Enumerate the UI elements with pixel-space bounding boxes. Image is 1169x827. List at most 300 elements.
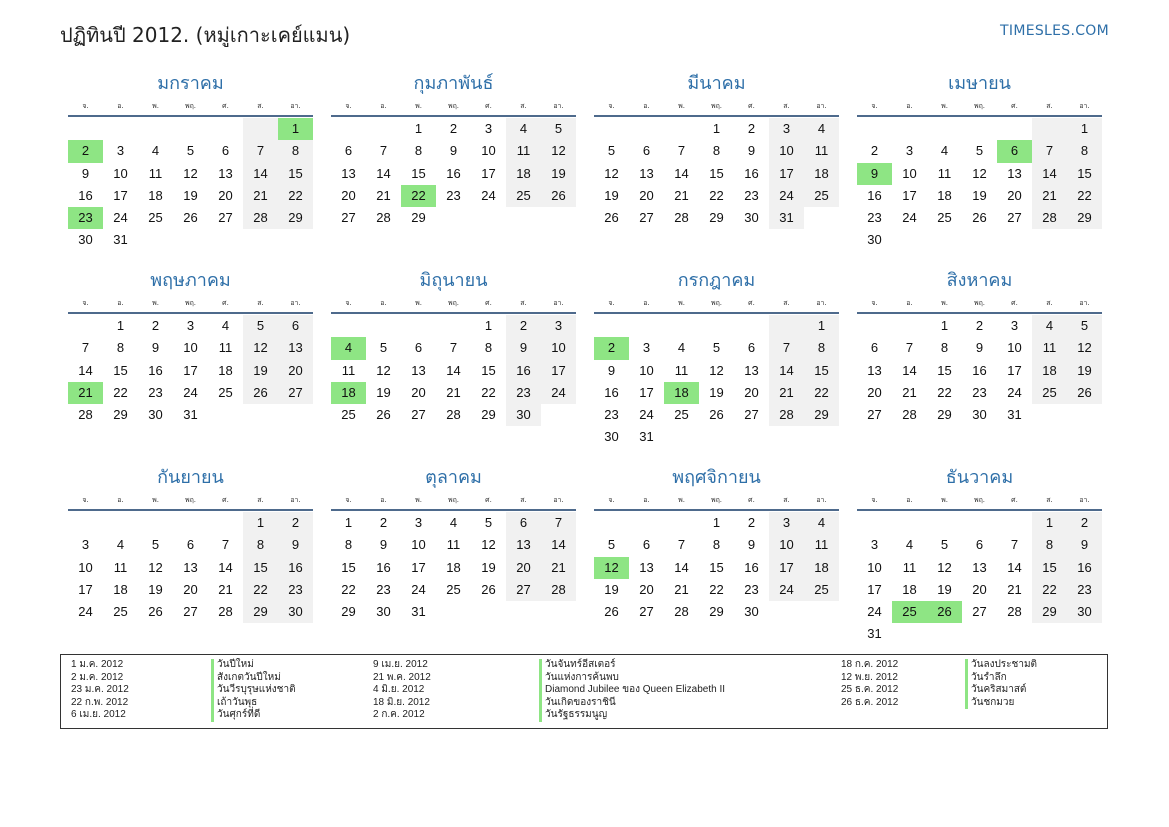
- day-cell[interactable]: 29: [1067, 207, 1102, 229]
- day-cell[interactable]: 11: [148, 165, 163, 181]
- day-cell[interactable]: 15: [709, 559, 724, 575]
- day-cell[interactable]: 15: [481, 362, 496, 378]
- day-cell[interactable]: 23: [604, 407, 619, 423]
- day-cell[interactable]: 12: [972, 165, 987, 181]
- day-cell[interactable]: 16: [446, 165, 461, 181]
- day-cell[interactable]: 17: [183, 362, 198, 378]
- day-cell[interactable]: 12: [1067, 337, 1102, 359]
- day-cell-holiday[interactable]: 4: [331, 337, 366, 359]
- day-cell[interactable]: 7: [243, 140, 278, 162]
- day-cell[interactable]: 5: [712, 340, 721, 356]
- day-cell[interactable]: 22: [709, 187, 724, 203]
- day-cell[interactable]: 14: [674, 559, 689, 575]
- day-cell[interactable]: 17: [541, 360, 576, 382]
- day-cell[interactable]: 28: [902, 407, 917, 423]
- day-cell-holiday[interactable]: 18: [664, 382, 699, 404]
- day-cell[interactable]: 8: [278, 140, 313, 162]
- day-cell[interactable]: 3: [905, 143, 914, 159]
- day-cell[interactable]: 3: [769, 118, 804, 140]
- day-cell[interactable]: 17: [639, 384, 654, 400]
- day-cell[interactable]: 21: [541, 557, 576, 579]
- day-cell[interactable]: 26: [604, 210, 619, 226]
- day-cell[interactable]: 31: [867, 626, 882, 642]
- day-cell[interactable]: 8: [712, 143, 721, 159]
- day-cell[interactable]: 3: [769, 512, 804, 534]
- day-cell[interactable]: 6: [344, 143, 353, 159]
- day-cell[interactable]: 24: [78, 604, 93, 620]
- day-cell[interactable]: 7: [221, 537, 230, 553]
- day-cell[interactable]: 25: [148, 210, 163, 226]
- day-cell[interactable]: 21: [376, 187, 391, 203]
- day-cell[interactable]: 24: [183, 384, 198, 400]
- day-cell[interactable]: 21: [1007, 581, 1022, 597]
- day-cell[interactable]: 26: [376, 407, 391, 423]
- day-cell[interactable]: 17: [411, 559, 426, 575]
- day-cell[interactable]: 19: [481, 559, 496, 575]
- day-cell[interactable]: 15: [113, 362, 128, 378]
- day-cell[interactable]: 13: [411, 362, 426, 378]
- day-cell[interactable]: 6: [747, 340, 756, 356]
- day-cell[interactable]: 5: [975, 143, 984, 159]
- day-cell[interactable]: 29: [278, 207, 313, 229]
- day-cell[interactable]: 3: [186, 318, 195, 333]
- day-cell[interactable]: 19: [183, 187, 198, 203]
- day-cell[interactable]: 10: [902, 165, 917, 181]
- day-cell[interactable]: 17: [902, 187, 917, 203]
- day-cell[interactable]: 16: [78, 187, 93, 203]
- day-cell[interactable]: 14: [1032, 163, 1067, 185]
- day-cell[interactable]: 1: [243, 512, 278, 534]
- day-cell[interactable]: 16: [376, 559, 391, 575]
- day-cell[interactable]: 20: [218, 187, 233, 203]
- day-cell[interactable]: 4: [506, 118, 541, 140]
- day-cell[interactable]: 6: [221, 143, 230, 159]
- day-cell[interactable]: 16: [867, 187, 882, 203]
- day-cell[interactable]: 6: [642, 537, 651, 553]
- day-cell[interactable]: 18: [148, 187, 163, 203]
- day-cell[interactable]: 9: [506, 337, 541, 359]
- day-cell[interactable]: 25: [804, 185, 839, 207]
- day-cell[interactable]: 24: [113, 210, 128, 226]
- day-cell[interactable]: 30: [506, 404, 541, 426]
- day-cell[interactable]: 22: [804, 382, 839, 404]
- day-cell[interactable]: 4: [116, 537, 125, 553]
- day-cell[interactable]: 31: [769, 207, 804, 229]
- day-cell[interactable]: 19: [243, 360, 278, 382]
- day-cell-holiday[interactable]: 6: [997, 140, 1032, 162]
- day-cell[interactable]: 4: [905, 537, 914, 553]
- day-cell[interactable]: 24: [639, 407, 654, 423]
- day-cell[interactable]: 15: [278, 163, 313, 185]
- day-cell[interactable]: 23: [446, 187, 461, 203]
- day-cell[interactable]: 10: [481, 143, 496, 159]
- day-cell[interactable]: 29: [341, 604, 356, 620]
- day-cell[interactable]: 15: [1032, 557, 1067, 579]
- day-cell[interactable]: 21: [1032, 185, 1067, 207]
- day-cell-holiday[interactable]: 26: [927, 601, 962, 623]
- day-cell[interactable]: 10: [769, 140, 804, 162]
- day-cell[interactable]: 12: [709, 362, 724, 378]
- day-cell[interactable]: 19: [709, 384, 724, 400]
- day-cell[interactable]: 8: [1067, 140, 1102, 162]
- day-cell[interactable]: 15: [709, 165, 724, 181]
- day-cell[interactable]: 5: [484, 515, 493, 530]
- day-cell[interactable]: 16: [1067, 557, 1102, 579]
- day-cell[interactable]: 20: [278, 360, 313, 382]
- day-cell[interactable]: 13: [183, 559, 198, 575]
- day-cell[interactable]: 15: [804, 360, 839, 382]
- day-cell[interactable]: 19: [541, 163, 576, 185]
- day-cell[interactable]: 8: [940, 340, 949, 356]
- day-cell[interactable]: 2: [975, 318, 984, 333]
- day-cell[interactable]: 11: [674, 362, 689, 378]
- day-cell[interactable]: 3: [1010, 318, 1019, 333]
- day-cell[interactable]: 10: [541, 337, 576, 359]
- day-cell[interactable]: 19: [148, 581, 163, 597]
- day-cell[interactable]: 9: [81, 165, 90, 181]
- day-cell[interactable]: 9: [975, 340, 984, 356]
- day-cell[interactable]: 10: [183, 340, 198, 356]
- day-cell[interactable]: 31: [411, 604, 426, 620]
- day-cell[interactable]: 13: [278, 337, 313, 359]
- day-cell-holiday[interactable]: 18: [331, 382, 366, 404]
- day-cell[interactable]: 6: [414, 340, 423, 356]
- day-cell[interactable]: 11: [804, 140, 839, 162]
- day-cell[interactable]: 14: [78, 362, 93, 378]
- day-cell[interactable]: 29: [113, 407, 128, 423]
- day-cell[interactable]: 13: [1007, 165, 1022, 181]
- day-cell[interactable]: 25: [804, 579, 839, 601]
- day-cell[interactable]: 5: [940, 537, 949, 553]
- day-cell[interactable]: 29: [411, 210, 426, 226]
- day-cell[interactable]: 18: [1032, 360, 1067, 382]
- day-cell[interactable]: 30: [148, 407, 163, 423]
- day-cell[interactable]: 23: [376, 581, 391, 597]
- day-cell[interactable]: 29: [1032, 601, 1067, 623]
- day-cell[interactable]: 3: [414, 515, 423, 530]
- day-cell[interactable]: 5: [607, 143, 616, 159]
- day-cell-holiday[interactable]: 12: [594, 557, 629, 579]
- day-cell[interactable]: 30: [376, 604, 391, 620]
- day-cell[interactable]: 7: [1010, 537, 1019, 553]
- day-cell[interactable]: 8: [243, 534, 278, 556]
- day-cell[interactable]: 12: [243, 337, 278, 359]
- day-cell[interactable]: 13: [639, 559, 654, 575]
- day-cell[interactable]: 5: [151, 537, 160, 553]
- day-cell[interactable]: 3: [541, 315, 576, 337]
- day-cell[interactable]: 18: [902, 581, 917, 597]
- day-cell[interactable]: 16: [744, 559, 759, 575]
- day-cell[interactable]: 25: [506, 185, 541, 207]
- day-cell[interactable]: 17: [78, 581, 93, 597]
- day-cell[interactable]: 14: [446, 362, 461, 378]
- day-cell[interactable]: 4: [677, 340, 686, 356]
- day-cell[interactable]: 27: [867, 407, 882, 423]
- day-cell[interactable]: 15: [937, 362, 952, 378]
- day-cell[interactable]: 16: [506, 360, 541, 382]
- day-cell[interactable]: 12: [376, 362, 391, 378]
- day-cell-holiday[interactable]: 25: [892, 601, 927, 623]
- day-cell[interactable]: 27: [411, 407, 426, 423]
- day-cell[interactable]: 20: [411, 384, 426, 400]
- day-cell[interactable]: 19: [604, 581, 619, 597]
- day-cell[interactable]: 24: [411, 581, 426, 597]
- day-cell[interactable]: 28: [243, 207, 278, 229]
- day-cell[interactable]: 10: [867, 559, 882, 575]
- day-cell[interactable]: 5: [541, 118, 576, 140]
- day-cell[interactable]: 6: [975, 537, 984, 553]
- day-cell[interactable]: 18: [113, 581, 128, 597]
- day-cell-holiday[interactable]: 2: [68, 140, 103, 162]
- day-cell[interactable]: 11: [804, 534, 839, 556]
- day-cell[interactable]: 13: [867, 362, 882, 378]
- day-cell[interactable]: 22: [937, 384, 952, 400]
- day-cell[interactable]: 24: [769, 579, 804, 601]
- day-cell[interactable]: 20: [341, 187, 356, 203]
- day-cell[interactable]: 7: [379, 143, 388, 159]
- day-cell[interactable]: 23: [867, 210, 882, 226]
- day-cell[interactable]: 30: [78, 232, 93, 248]
- day-cell[interactable]: 15: [411, 165, 426, 181]
- day-cell[interactable]: 31: [639, 429, 654, 445]
- day-cell[interactable]: 1: [712, 121, 721, 136]
- day-cell[interactable]: 29: [709, 210, 724, 226]
- day-cell[interactable]: 11: [218, 340, 233, 356]
- day-cell[interactable]: 19: [937, 581, 952, 597]
- day-cell[interactable]: 16: [278, 557, 313, 579]
- day-cell[interactable]: 28: [769, 404, 804, 426]
- day-cell[interactable]: 17: [867, 581, 882, 597]
- day-cell[interactable]: 30: [278, 601, 313, 623]
- day-cell[interactable]: 20: [972, 581, 987, 597]
- day-cell[interactable]: 14: [902, 362, 917, 378]
- day-cell[interactable]: 1: [804, 315, 839, 337]
- day-cell[interactable]: 23: [148, 384, 163, 400]
- day-cell[interactable]: 24: [541, 382, 576, 404]
- day-cell[interactable]: 7: [677, 537, 686, 553]
- day-cell[interactable]: 19: [376, 384, 391, 400]
- day-cell[interactable]: 24: [769, 185, 804, 207]
- day-cell[interactable]: 4: [221, 318, 230, 333]
- day-cell[interactable]: 7: [677, 143, 686, 159]
- day-cell[interactable]: 15: [341, 559, 356, 575]
- day-cell[interactable]: 30: [1067, 601, 1102, 623]
- day-cell[interactable]: 19: [1067, 360, 1102, 382]
- day-cell[interactable]: 12: [937, 559, 952, 575]
- day-cell[interactable]: 27: [506, 579, 541, 601]
- day-cell[interactable]: 2: [449, 121, 458, 136]
- day-cell[interactable]: 2: [278, 512, 313, 534]
- day-cell[interactable]: 4: [940, 143, 949, 159]
- day-cell[interactable]: 5: [379, 340, 388, 356]
- day-cell[interactable]: 25: [341, 407, 356, 423]
- day-cell-holiday[interactable]: 2: [594, 337, 629, 359]
- day-cell[interactable]: 17: [1007, 362, 1022, 378]
- day-cell[interactable]: 27: [1007, 210, 1022, 226]
- brand-link[interactable]: TIMESLES.COM: [1000, 23, 1109, 39]
- day-cell[interactable]: 24: [481, 187, 496, 203]
- day-cell[interactable]: 13: [639, 165, 654, 181]
- day-cell[interactable]: 21: [446, 384, 461, 400]
- day-cell[interactable]: 11: [937, 165, 952, 181]
- day-cell[interactable]: 18: [804, 163, 839, 185]
- day-cell[interactable]: 4: [1032, 315, 1067, 337]
- day-cell[interactable]: 27: [218, 210, 233, 226]
- day-cell[interactable]: 14: [1007, 559, 1022, 575]
- day-cell[interactable]: 28: [674, 604, 689, 620]
- day-cell[interactable]: 22: [481, 384, 496, 400]
- day-cell[interactable]: 8: [712, 537, 721, 553]
- day-cell[interactable]: 18: [937, 187, 952, 203]
- day-cell[interactable]: 6: [642, 143, 651, 159]
- day-cell[interactable]: 4: [804, 118, 839, 140]
- day-cell[interactable]: 22: [278, 185, 313, 207]
- day-cell[interactable]: 25: [218, 384, 233, 400]
- day-cell[interactable]: 17: [769, 163, 804, 185]
- day-cell[interactable]: 27: [639, 604, 654, 620]
- day-cell[interactable]: 14: [243, 163, 278, 185]
- day-cell[interactable]: 18: [446, 559, 461, 575]
- day-cell[interactable]: 19: [972, 187, 987, 203]
- day-cell[interactable]: 30: [744, 210, 759, 226]
- day-cell[interactable]: 6: [506, 512, 541, 534]
- day-cell[interactable]: 30: [972, 407, 987, 423]
- day-cell[interactable]: 26: [709, 407, 724, 423]
- day-cell[interactable]: 27: [972, 604, 987, 620]
- day-cell[interactable]: 3: [81, 537, 90, 553]
- day-cell[interactable]: 3: [116, 143, 125, 159]
- day-cell[interactable]: 17: [481, 165, 496, 181]
- day-cell[interactable]: 22: [1067, 185, 1102, 207]
- day-cell[interactable]: 2: [747, 515, 756, 530]
- day-cell[interactable]: 23: [744, 187, 759, 203]
- day-cell-holiday[interactable]: 1: [278, 118, 313, 140]
- day-cell[interactable]: 16: [972, 362, 987, 378]
- day-cell[interactable]: 12: [481, 537, 496, 553]
- day-cell[interactable]: 2: [747, 121, 756, 136]
- day-cell[interactable]: 21: [902, 384, 917, 400]
- day-cell[interactable]: 28: [78, 407, 93, 423]
- day-cell[interactable]: 11: [113, 559, 128, 575]
- day-cell-holiday[interactable]: 23: [68, 207, 103, 229]
- day-cell[interactable]: 29: [243, 601, 278, 623]
- day-cell[interactable]: 12: [541, 140, 576, 162]
- day-cell[interactable]: 15: [1067, 163, 1102, 185]
- day-cell[interactable]: 21: [243, 185, 278, 207]
- day-cell[interactable]: 22: [113, 384, 128, 400]
- day-cell[interactable]: 14: [376, 165, 391, 181]
- day-cell[interactable]: 4: [804, 512, 839, 534]
- day-cell[interactable]: 20: [506, 557, 541, 579]
- day-cell[interactable]: 7: [81, 340, 90, 356]
- day-cell[interactable]: 28: [541, 579, 576, 601]
- day-cell[interactable]: 26: [183, 210, 198, 226]
- day-cell[interactable]: 27: [639, 210, 654, 226]
- day-cell[interactable]: 20: [183, 581, 198, 597]
- day-cell[interactable]: 8: [116, 340, 125, 356]
- day-cell[interactable]: 31: [113, 232, 128, 248]
- day-cell[interactable]: 11: [1032, 337, 1067, 359]
- day-cell[interactable]: 11: [341, 362, 356, 378]
- day-cell[interactable]: 5: [243, 315, 278, 337]
- day-cell[interactable]: 14: [218, 559, 233, 575]
- day-cell[interactable]: 22: [709, 581, 724, 597]
- day-cell[interactable]: 7: [905, 340, 914, 356]
- day-cell[interactable]: 18: [804, 557, 839, 579]
- day-cell[interactable]: 6: [186, 537, 195, 553]
- day-cell[interactable]: 25: [937, 210, 952, 226]
- day-cell[interactable]: 29: [481, 407, 496, 423]
- day-cell[interactable]: 5: [1067, 315, 1102, 337]
- day-cell[interactable]: 20: [1007, 187, 1022, 203]
- day-cell[interactable]: 20: [744, 384, 759, 400]
- day-cell[interactable]: 25: [113, 604, 128, 620]
- day-cell[interactable]: 14: [769, 360, 804, 382]
- day-cell[interactable]: 28: [1007, 604, 1022, 620]
- day-cell[interactable]: 9: [1067, 534, 1102, 556]
- day-cell[interactable]: 2: [151, 318, 160, 333]
- day-cell[interactable]: 18: [506, 163, 541, 185]
- day-cell[interactable]: 28: [1032, 207, 1067, 229]
- day-cell[interactable]: 8: [414, 143, 423, 159]
- day-cell[interactable]: 22: [341, 581, 356, 597]
- day-cell[interactable]: 28: [218, 604, 233, 620]
- day-cell[interactable]: 13: [218, 165, 233, 181]
- day-cell[interactable]: 9: [278, 534, 313, 556]
- day-cell[interactable]: 1: [940, 318, 949, 333]
- day-cell[interactable]: 16: [148, 362, 163, 378]
- day-cell[interactable]: 15: [243, 557, 278, 579]
- day-cell[interactable]: 20: [867, 384, 882, 400]
- day-cell[interactable]: 9: [151, 340, 160, 356]
- day-cell[interactable]: 1: [344, 515, 353, 530]
- day-cell[interactable]: 12: [148, 559, 163, 575]
- day-cell[interactable]: 13: [744, 362, 759, 378]
- day-cell[interactable]: 21: [218, 581, 233, 597]
- day-cell[interactable]: 28: [376, 210, 391, 226]
- day-cell[interactable]: 9: [747, 143, 756, 159]
- day-cell[interactable]: 21: [674, 581, 689, 597]
- day-cell[interactable]: 26: [604, 604, 619, 620]
- day-cell[interactable]: 27: [278, 382, 313, 404]
- day-cell[interactable]: 2: [506, 315, 541, 337]
- day-cell[interactable]: 10: [1007, 340, 1022, 356]
- day-cell[interactable]: 25: [446, 581, 461, 597]
- day-cell[interactable]: 1: [1032, 512, 1067, 534]
- day-cell[interactable]: 27: [744, 407, 759, 423]
- day-cell[interactable]: 27: [341, 210, 356, 226]
- day-cell[interactable]: 14: [674, 165, 689, 181]
- day-cell-holiday[interactable]: 22: [401, 185, 436, 207]
- day-cell[interactable]: 23: [744, 581, 759, 597]
- day-cell[interactable]: 11: [446, 537, 461, 553]
- day-cell[interactable]: 8: [484, 340, 493, 356]
- day-cell[interactable]: 25: [1032, 382, 1067, 404]
- day-cell[interactable]: 10: [113, 165, 128, 181]
- day-cell[interactable]: 16: [604, 384, 619, 400]
- day-cell[interactable]: 6: [278, 315, 313, 337]
- day-cell[interactable]: 12: [183, 165, 198, 181]
- day-cell[interactable]: 9: [449, 143, 458, 159]
- day-cell[interactable]: 8: [344, 537, 353, 553]
- day-cell[interactable]: 22: [243, 579, 278, 601]
- day-cell[interactable]: 26: [481, 581, 496, 597]
- day-cell[interactable]: 10: [78, 559, 93, 575]
- day-cell[interactable]: 7: [449, 340, 458, 356]
- day-cell[interactable]: 4: [449, 515, 458, 530]
- day-cell[interactable]: 30: [604, 429, 619, 445]
- day-cell[interactable]: 22: [1032, 579, 1067, 601]
